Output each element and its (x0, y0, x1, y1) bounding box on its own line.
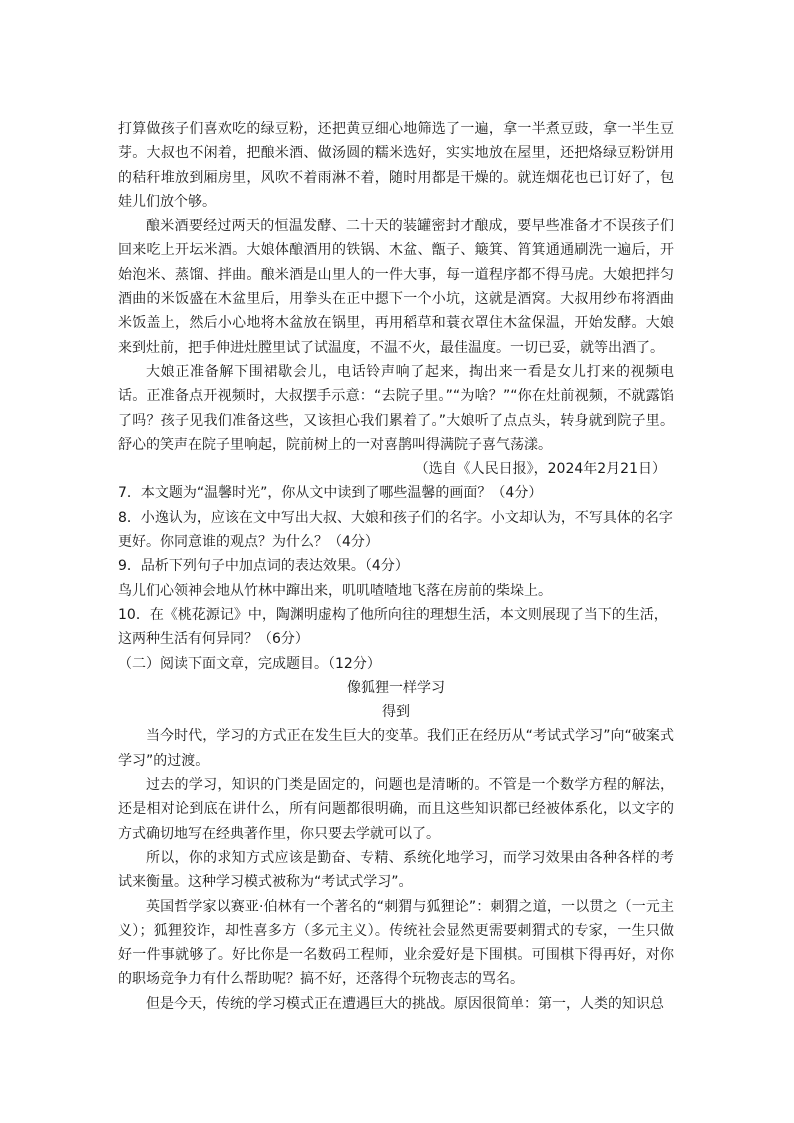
source-citation: （选自《人民日报》，2024年2月21日） (414, 461, 666, 478)
article-paragraph: 英国哲学家以赛亚·伯林有一个著名的“刺猬与狐狸论”：刺猬之道，一以贯之（一元主义）；狐狸狡诈，却性喜多方（多元主义）。传统社会显然更需要刺猬式的专家，一生只做好一件事就够了。好比你是一名数码工程师，业余爱好是下围棋。可围棋下得再好，对你的职场竞争力有什么帮助呢？搞不好，还落得个玩物丧志的骂名。 (118, 898, 674, 988)
passage-paragraph: 大娘正准备解下围裙歇会儿，电话铃声响了起来，掏出来一看是女儿打来的视频电话。正准备点开视频时，大叔摆手示意：“去院子里。”“为啥？”“你在灶前视频，不就露馅了吗？孩子见我们准备这些，又该担心我们累着了。”大娘听了点点头，转身就到院子里。舒心的笑声在院子里响起，院前树上的一对喜鹊叫得满院子喜气荡漾。 (118, 363, 674, 453)
document-page (118, 117, 674, 1016)
question-9: 9．品析下列句子中加点词的表达效果。（4分） (118, 558, 409, 575)
question-7: 7．本文题为“温馨时光”，你从文中读到了哪些温馨的画面？（4分） (118, 485, 543, 502)
question-8: 8．小逸认为，应该在文中写出大叔、大娘和孩子们的名字。小文却认为，不写具体的名字更好。你同意谁的观点？为什么？（4分） (118, 509, 673, 551)
passage-paragraph: 酿米酒要经过两天的恒温发酵、二十天的装罐密封才酿成，要早些准备才不误孩子们回来吃上开坛米酒。大娘体酿酒用的铁锅、木盆、甑子、簸箕、筲箕通通刷洗一遍后，开始泡米、蒸馏、拌曲。酿米酒是山里人的一件大事，每一道程序都不得马虎。大娘把拌匀酒曲的米饭盛在木盆里后，用拳头在正中摁下一个小坑，这就是酒窝。大叔用纱布将酒曲米饭盖上，然后小心地将木盆放在锅里，再用稻草和蓑衣罩住木盆保温，开始发酵。大娘来到灶前，把手伸进灶膛里试了试温度，不温不火，最佳温度。一切已妥，就等出酒了。 (118, 218, 674, 356)
article-paragraph: 所以，你的求知方式应该是勤奋、专精、系统化地学习，而学习效果由各种各样的考试来衡量。这种学习模式被称为“考试式学习”。 (118, 849, 674, 891)
article-title: 像狐狸一样学习 (347, 679, 445, 696)
article-paragraph: 过去的学习，知识的门类是固定的，问题也是清晰的。不管是一个数学方程的解法，还是相对论到底在讲什么，所有问题都很明确，而且这些知识都已经被体系化，以文字的方式确切地写在经典著作里，你只要去学就可以了。 (118, 777, 674, 842)
section-heading: （二）阅读下面文章，完成题目。（12分） (118, 655, 381, 672)
article-paragraph: 当今时代，学习的方式正在发生巨大的变革。我们正在经历从“考试式学习”向“破案式学习”的过渡。 (118, 728, 674, 769)
article-paragraph: 但是今天，传统的学习模式正在遭遇巨大的挑战。原因很简单：第一，人类的知识总 (146, 995, 664, 1012)
article-author: 得到 (382, 704, 410, 721)
question-9-sentence: 鸟儿们心领神会地从竹林中蹿出来，叽叽喳喳地飞落在房前的柴垛上。 (118, 582, 552, 599)
question-10: 10．在《桃花源记》中，陶渊明虚构了他所向往的理想生活，本文则展现了当下的生活，这两种生活有何异同？（6分） (118, 606, 668, 648)
passage-paragraph: 打算做孩子们喜欢吃的绿豆粉，还把黄豆细心地筛选了一遍，拿一半煮豆豉，拿一半生豆芽。大叔也不闲着，把酿米酒、做汤圆的糯米选好，实实地放在屋里，还把烙绿豆粉饼用的秸秆堆放到厢房里，风吹不着雨淋不着，随时用都是干燥的。就连烟花也已订好了，包娃儿们放个够。 (118, 121, 674, 210)
